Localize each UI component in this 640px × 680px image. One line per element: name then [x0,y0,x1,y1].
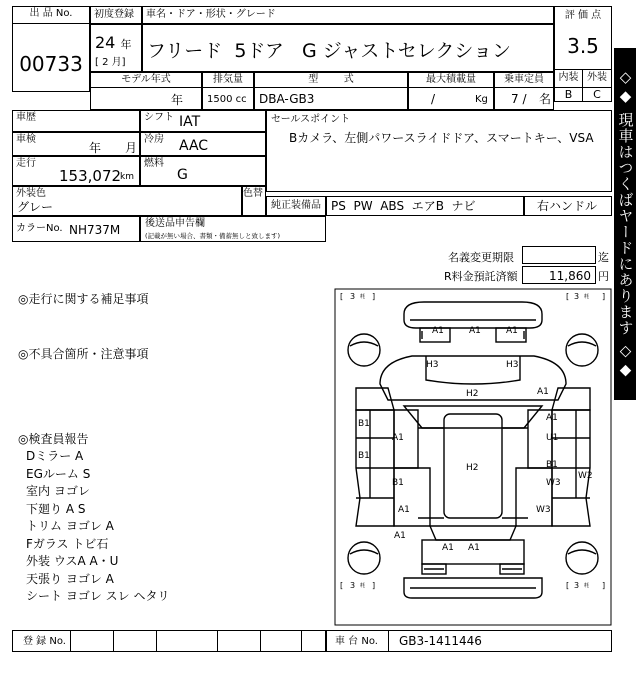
capacity-label: 乗車定員 [495,74,553,88]
interior-grade: B [555,87,583,101]
damage-mark: B1 [358,419,370,429]
max-load-label: 最大積載量 [409,74,493,88]
front-fender-right [552,388,590,410]
inspector-report [26,448,169,606]
grade-label: 評 価 点 [564,10,602,21]
tire-tread-value: 3 [574,292,580,301]
wheel-detail-icon [568,342,596,346]
displacement-label: 排気量 [203,74,253,88]
equipment-box [326,196,524,216]
wheel-rear-right-icon [566,542,598,574]
mileage: 153,072 [59,167,122,185]
documents-box [140,216,326,242]
inspector-line: トリム ヨゴレ A [26,519,114,533]
lot-number-label: 出 品 No. [13,8,89,24]
history-box [12,110,140,132]
supplement-label: ◎走行に関する補足事項 [18,292,149,306]
damage-marks [358,326,593,553]
registration-number-cell [261,631,302,651]
tire-tread-unit: 粍 [584,583,590,589]
wheel-front-left-icon [348,334,380,366]
damage-mark: A1 [469,326,481,336]
damage-mark: U1 [546,433,559,443]
name-change-value-box [522,246,596,264]
equipment-label: 純正装備品 [271,200,321,211]
registration-year [95,33,131,52]
inspector-line: シート ヨゴレ スレ ヘタリ [26,589,170,603]
damage-mark: A1 [506,326,518,336]
ac-box [140,132,266,156]
svg-text:]: ] [372,292,376,301]
wheel-detail-icon [350,550,378,554]
registration-month: [ 2 月] [95,57,126,68]
svg-text:[: [ [340,292,344,301]
exterior-grade-label: 外装 [583,69,611,87]
damage-diagram [334,288,612,626]
car-name: フリード 5ドア G ジャストセレクション [147,40,512,62]
lot-number: 00733 [19,52,83,76]
color-box [12,186,242,216]
svg-text:]: ] [372,581,376,590]
damage-mark: B1 [392,478,404,488]
first-registration-label: 初度登録 [94,9,134,20]
car-name-box [142,24,554,72]
damage-mark: H3 [506,360,519,370]
inspector-line: 天張り ヨゴレ A [26,571,114,586]
windshield-outline [404,406,542,428]
lot-number-box [12,6,90,92]
documents-note: (記載が無い場合、書類・備蓄無しと致します) [145,232,281,240]
tire-tread-value: 3 [350,292,356,301]
registration-number-cell [114,631,157,651]
first-registration-label-box [90,6,142,24]
damage-mark: A1 [537,387,549,397]
color-label: 外装色 [16,188,46,199]
svg-text:]: ] [602,581,606,590]
damage-mark: B1 [358,451,370,461]
rear-window-outline [430,526,516,540]
inspector-line: Fガラス トビ石 [26,536,109,551]
color-number-label: カラーNo. [16,223,63,234]
damage-mark: B1 [546,460,558,470]
model-type-box [254,72,408,110]
registration-number-cell [218,631,261,651]
chassis-number: GB3-1411446 [399,634,482,648]
steering-side: 右ハンドル [537,199,598,213]
tire-tread-rear-right [566,581,605,590]
max-load-box [408,72,494,110]
equipment-label-box [266,196,326,216]
capacity-box [494,72,554,110]
registration-number-cell [71,631,114,651]
equipment: PS PW ABS エアB ナビ [331,199,476,213]
front-bumper-outline [404,302,542,328]
inspection-label: 車検 [16,134,36,145]
color-change-box [242,186,266,216]
svg-text:]: ] [602,292,606,301]
model-year-label: モデル年式 [91,74,201,88]
damage-mark: A1 [546,413,558,423]
mileage-box [12,156,140,186]
tire-tread-value: 3 [350,581,356,590]
wheel-rear-left-icon [348,542,380,574]
capacity: 7 / [511,92,527,106]
damage-mark: A1 [468,543,480,553]
recycle-fee-box [522,266,596,284]
color-number-box [12,216,140,242]
registration-number-label: 登 録 No. [13,631,71,651]
tire-tread-value: 3 [574,581,580,590]
door-rear-left [394,468,430,526]
air-conditioning: AAC [179,138,209,154]
door-rear-right [516,468,552,526]
damage-mark: A1 [442,543,454,553]
capacity-unit: 名 [539,92,552,106]
defect-label: ◎不具合箇所・注意事項 [18,347,149,361]
inspection-month-unit: 月 [125,141,138,155]
wheel-detail-icon [568,550,596,554]
fuel-box [140,156,266,186]
tire-tread-front-right [566,292,605,301]
svg-text:[: [ [566,581,570,590]
wheel-front-right-icon [566,334,598,366]
chassis-number-label: 車 台 No. [327,631,389,651]
displacement: 1500 cc [207,94,247,105]
damage-mark: A1 [432,326,444,336]
history-label: 車歴 [16,112,36,123]
max-load-separator: / [431,92,436,106]
inspector-line: 室内 ヨゴレ [26,484,90,498]
registration-number-box [12,630,326,652]
registration-year-number: 24 [95,33,116,52]
recycle-fee-unit: 円 [598,270,609,283]
mileage-label: 走行 [16,158,36,169]
car-description-label-box [142,6,554,24]
overall-grade: 3.5 [567,34,599,58]
chassis-number-box [326,630,612,652]
handle-box [524,196,612,216]
inspector-line: 下廻り A S [26,501,86,516]
damage-mark: W3 [536,505,551,515]
damage-mark: A1 [394,531,406,541]
documents-label: 後送品申告欄 [145,218,205,229]
fuel: G [177,167,188,183]
damage-mark: W3 [546,478,561,488]
recycle-fee: 11,860 [549,269,591,283]
name-change-unit: 迄 [598,251,609,264]
color-change-label: 色替 [243,188,263,199]
damage-mark: H2 [466,389,479,399]
inspector-line: Dミラー A [26,449,84,463]
registration-year-unit: 年 [120,38,132,51]
tire-tread-unit: 粍 [360,294,366,300]
color-number: NH737M [69,223,121,237]
displacement-box [202,72,254,110]
sales-point-text: Bカメラ、左側パワースライドドア、スマートキー、VSA [289,131,594,145]
model-type-label: 型 式 [255,74,407,88]
inspector-line: EGルーム S [26,466,91,481]
svg-text:[: [ [566,292,570,301]
interior-grade-label: 内装 [555,69,583,87]
damage-mark: H2 [466,463,479,473]
sales-point-box [266,110,612,192]
svg-text:[: [ [340,581,344,590]
tire-tread-unit: 粍 [360,583,366,589]
ac-label: 冷房 [144,134,164,145]
tire-tread-unit: 粍 [584,294,590,300]
damage-mark: A1 [398,505,410,515]
model-type: DBA-GB3 [259,92,315,106]
shift: IAT [179,114,201,130]
damage-mark: W2 [578,471,593,481]
mileage-unit: km [120,172,134,182]
inspector-line: 外装 ウスA A・U [26,554,119,568]
exterior-color: グレー [17,200,54,214]
model-year-unit: 年 [171,93,184,107]
shift-label: シフト [144,112,174,123]
name-change-label: 名義変更期限 [448,251,514,264]
registration-number-cell [157,631,218,651]
exterior-grade: C [583,87,611,101]
inspection-year-unit: 年 [89,141,102,155]
inspection-box [12,132,140,156]
tire-tread-rear-left [340,581,375,590]
car-description-label: 車名・ドア・形状・グレード [146,9,276,20]
recycle-fee-label: R料金預託済額 [444,270,518,283]
wheel-detail-icon [350,342,378,346]
inspector-label: ◎検査員報告 [18,432,89,446]
model-year-box [90,72,202,110]
grade-box [554,6,612,102]
first-registration-box [90,24,142,72]
tire-tread-front-left [340,292,375,301]
damage-mark: H3 [426,360,439,370]
sales-point-label: セールスポイント [271,114,351,125]
damage-mark: A1 [392,433,404,443]
fuel-label: 燃料 [144,158,164,169]
front-fender-left [356,388,394,410]
max-load-unit: Kg [475,94,488,105]
yard-location-banner: ◇◆ 現車はつくばヤードにあります ◇◆ [614,48,636,400]
shift-box [140,110,266,132]
